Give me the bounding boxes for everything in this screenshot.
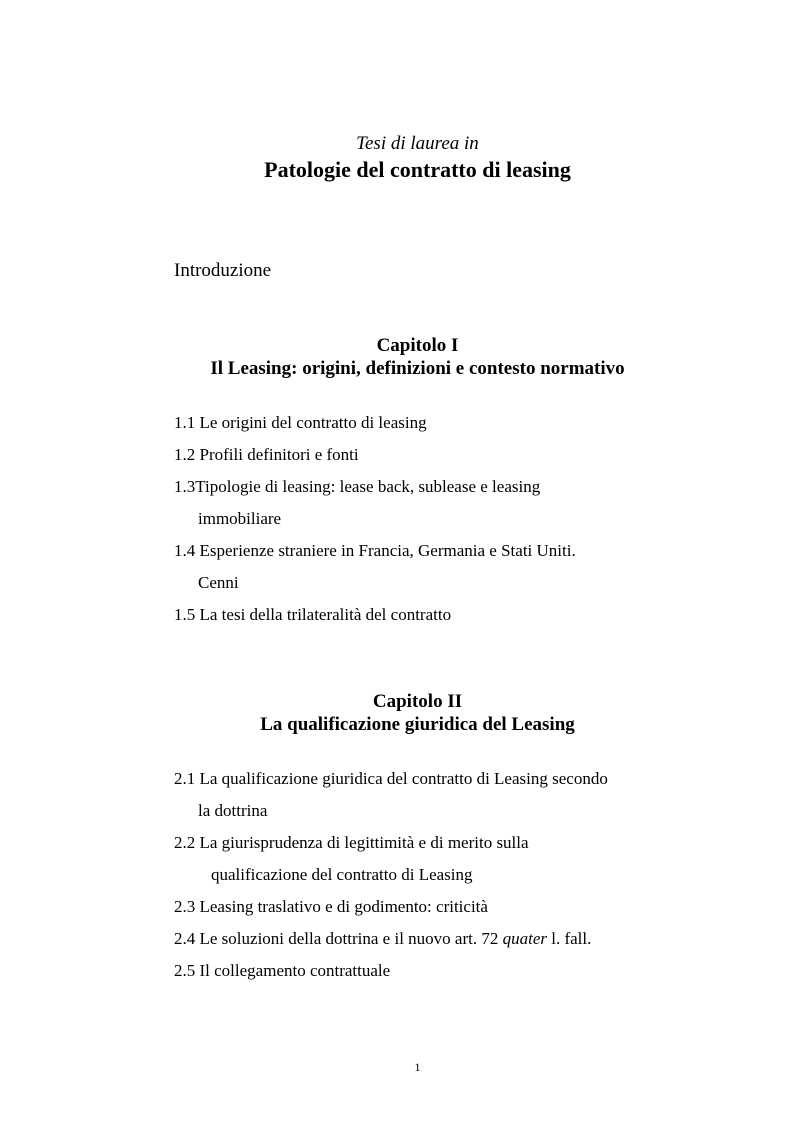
toc-entry <box>174 471 661 535</box>
toc-entry <box>174 535 661 599</box>
thesis-subtitle: Tesi di laurea in <box>356 133 479 154</box>
toc-entry-text: 2.5 Il collegamento contrattuale <box>174 961 391 980</box>
toc-entry <box>174 763 661 827</box>
toc-entry-text: 2.4 Le soluzioni della dottrina e il nuovo art. 72 <box>174 929 503 948</box>
chapter-2-heading <box>0 690 793 736</box>
chapter-2-title: La qualificazione giuridica del Leasing <box>260 714 575 735</box>
toc-entry-text: 2.1 La qualificazione giuridica del contratto di Leasing secondo <box>174 769 608 788</box>
toc-entry-text: 2.3 Leasing traslativo e di godimento: criticità <box>174 897 488 916</box>
thesis-title: Patologie del contratto di leasing <box>264 157 571 182</box>
chapter-1-toc <box>174 407 661 631</box>
toc-entry <box>174 439 661 471</box>
toc-entry-text: 1.3Tipologie di leasing: lease back, sublease e leasing <box>174 477 541 496</box>
toc-entry-continuation: la dottrina <box>198 801 268 820</box>
toc-entry <box>174 891 661 923</box>
toc-entry-emphasis: quater <box>502 929 547 948</box>
introduction-heading: Introduzione <box>174 260 272 281</box>
toc-entry-text: 2.2 La giurisprudenza di legittimità e di merito sulla <box>174 833 529 852</box>
toc-entry-text: 1.5 La tesi della trilateralità del contratto <box>174 605 452 624</box>
chapter-2-label: Capitolo II <box>372 691 463 712</box>
toc-entry <box>174 955 661 987</box>
toc-entry-continuation: immobiliare <box>198 509 282 528</box>
toc-entry <box>174 407 661 439</box>
toc-entry-text: 1.2 Profili definitori e fonti <box>174 445 359 464</box>
chapter-2-toc <box>174 763 661 987</box>
toc-entry <box>174 599 661 631</box>
chapter-1-heading <box>0 334 793 380</box>
toc-entry <box>174 827 661 891</box>
toc-entry-text: 1.4 Esperienze straniere in Francia, Germania e Stati Uniti. <box>174 541 576 560</box>
toc-entry-continuation: Cenni <box>198 573 239 592</box>
chapter-1-title: Il Leasing: origini, definizioni e contesto normativo <box>210 358 625 379</box>
page-number: 1 <box>414 1060 421 1074</box>
toc-entry-text: 1.1 Le origini del contratto di leasing <box>174 413 427 432</box>
toc-entry-text: l. fall. <box>547 929 592 948</box>
chapter-1-label: Capitolo I <box>376 335 459 356</box>
toc-entry <box>174 923 661 955</box>
toc-entry-continuation: qualificazione del contratto di Leasing <box>211 865 473 884</box>
